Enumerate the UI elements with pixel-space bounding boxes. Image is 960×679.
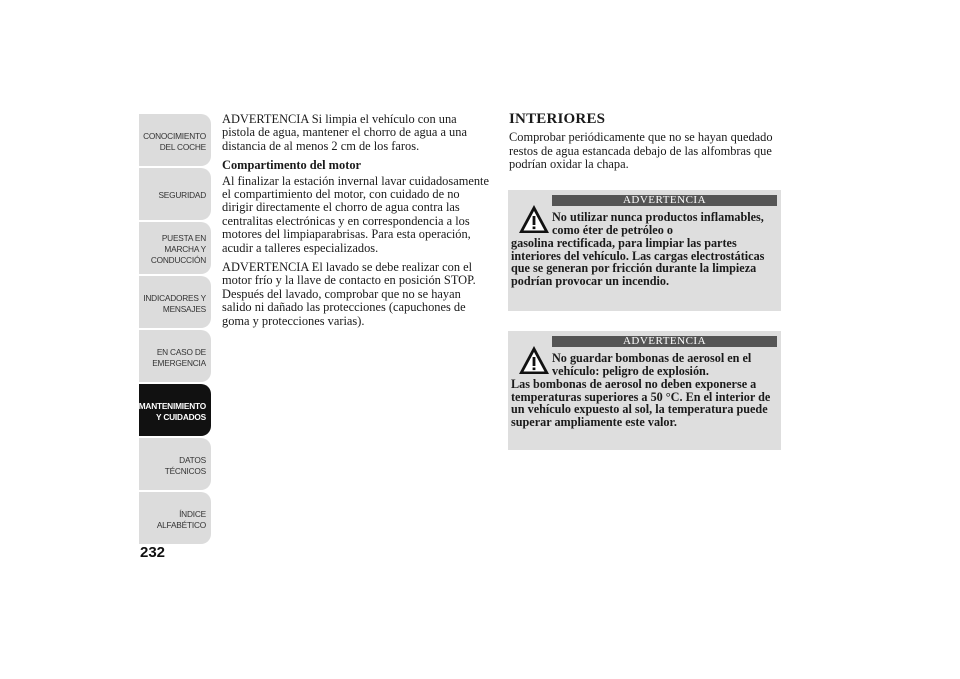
warning-lead-text: No guardar bombonas de aerosol en el vehículo: peligro de explosión. bbox=[552, 351, 752, 378]
tab-label-line: EN CASO DE bbox=[156, 346, 206, 357]
page-number: 232 bbox=[140, 544, 166, 561]
tab-seguridad[interactable] bbox=[139, 168, 211, 220]
warning-header: ADVERTENCIA bbox=[552, 195, 777, 206]
tab-label-line: DEL COCHE bbox=[159, 141, 206, 152]
warning-lead-text: No utilizar nunca productos inflamables, como éter de petróleo o bbox=[552, 210, 764, 237]
right-column bbox=[509, 113, 781, 172]
tab-puesta-en-marcha[interactable] bbox=[139, 222, 211, 274]
paragraph-advertencia-lavado: ADVERTENCIA El lavado se debe realizar con el motor frío y la llave de contacto en posición STOP. Después del lavado, comprobar que no se hayan salido ni dañado las protecciones (capuchones de goma y protecciones varias). bbox=[222, 260, 476, 328]
tab-label-line: ALFABÉTICO bbox=[156, 519, 206, 530]
tab-label-line: CONDUCCIÓN bbox=[150, 255, 206, 265]
tab-indice-alfabetico[interactable] bbox=[139, 492, 211, 544]
paragraph-lavado-motor: Al finalizar la estación invernal lavar cuidadosamente el compartimiento del motor, con cuidado de no dirigir directamente el chorro de agua contra las centralitas electrónicas y en correspondencia a los motores del limpiaparabrisas. Para esta operación, acudir a talleres especializados. bbox=[222, 173, 489, 255]
tab-label-line: SEGURIDAD bbox=[158, 190, 206, 200]
tab-conocimiento-del-coche[interactable] bbox=[139, 114, 211, 166]
tab-datos-tecnicos[interactable] bbox=[139, 438, 211, 490]
section-title-interiores: INTERIORES bbox=[509, 111, 606, 127]
tab-label-line: CONOCIMIENTO bbox=[143, 130, 206, 141]
tab-label-line: INDICADORES Y bbox=[143, 292, 206, 303]
tab-label-line: MENSAJES bbox=[162, 303, 206, 314]
warning-body-text: Las bombonas de aerosol no deben exponerse a temperaturas superiores a 50 °C. En el interior de un vehículo expuesto al sol, la temperatura puede superar ampliamente este valor. bbox=[511, 377, 771, 429]
tab-indicadores-y-mensajes[interactable] bbox=[139, 276, 211, 328]
tab-en-caso-de-emergencia[interactable] bbox=[139, 330, 211, 382]
tab-label-line: PUESTA EN bbox=[161, 233, 206, 243]
warning-box-aerosol bbox=[508, 331, 781, 450]
warning-triangle-icon bbox=[518, 344, 550, 376]
subtitle-compartimento-motor: Compartimento del motor bbox=[222, 158, 362, 173]
tab-label-line: EMERGENCIA bbox=[152, 357, 206, 368]
tab-mantenimiento-y-cuidados[interactable] bbox=[139, 384, 211, 436]
paragraph-pistola-de-agua: ADVERTENCIA Si limpia el vehículo con una pistola de agua, mantener el chorro de agua a una distancia de al menos 2 cm de los faros. bbox=[222, 112, 467, 153]
warning-body-text: gasolina rectificada, para limpiar las partes interiores del vehículo. Las cargas electrostáticas que se generan por fricción durante la limpieza podrían provocar un incendio. bbox=[511, 236, 765, 288]
tab-label-line: MARCHA Y bbox=[164, 244, 206, 254]
tab-label-line: DATOS TÉCNICOS bbox=[164, 454, 206, 476]
paragraph-interiores: Comprobar periódicamente que no se hayan quedado restos de agua estancada debajo de las alfombras que podrían oxidar la chapa. bbox=[509, 130, 773, 172]
warning-triangle-icon bbox=[518, 203, 550, 235]
warning-header: ADVERTENCIA bbox=[552, 336, 777, 347]
tab-label-line: ÍNDICE bbox=[179, 508, 206, 519]
warning-box-inflamables bbox=[508, 190, 781, 311]
left-column bbox=[222, 113, 492, 334]
tab-label-line: Y CUIDADOS bbox=[156, 411, 206, 422]
tab-label-line: MANTENIMIENTO bbox=[138, 400, 206, 411]
